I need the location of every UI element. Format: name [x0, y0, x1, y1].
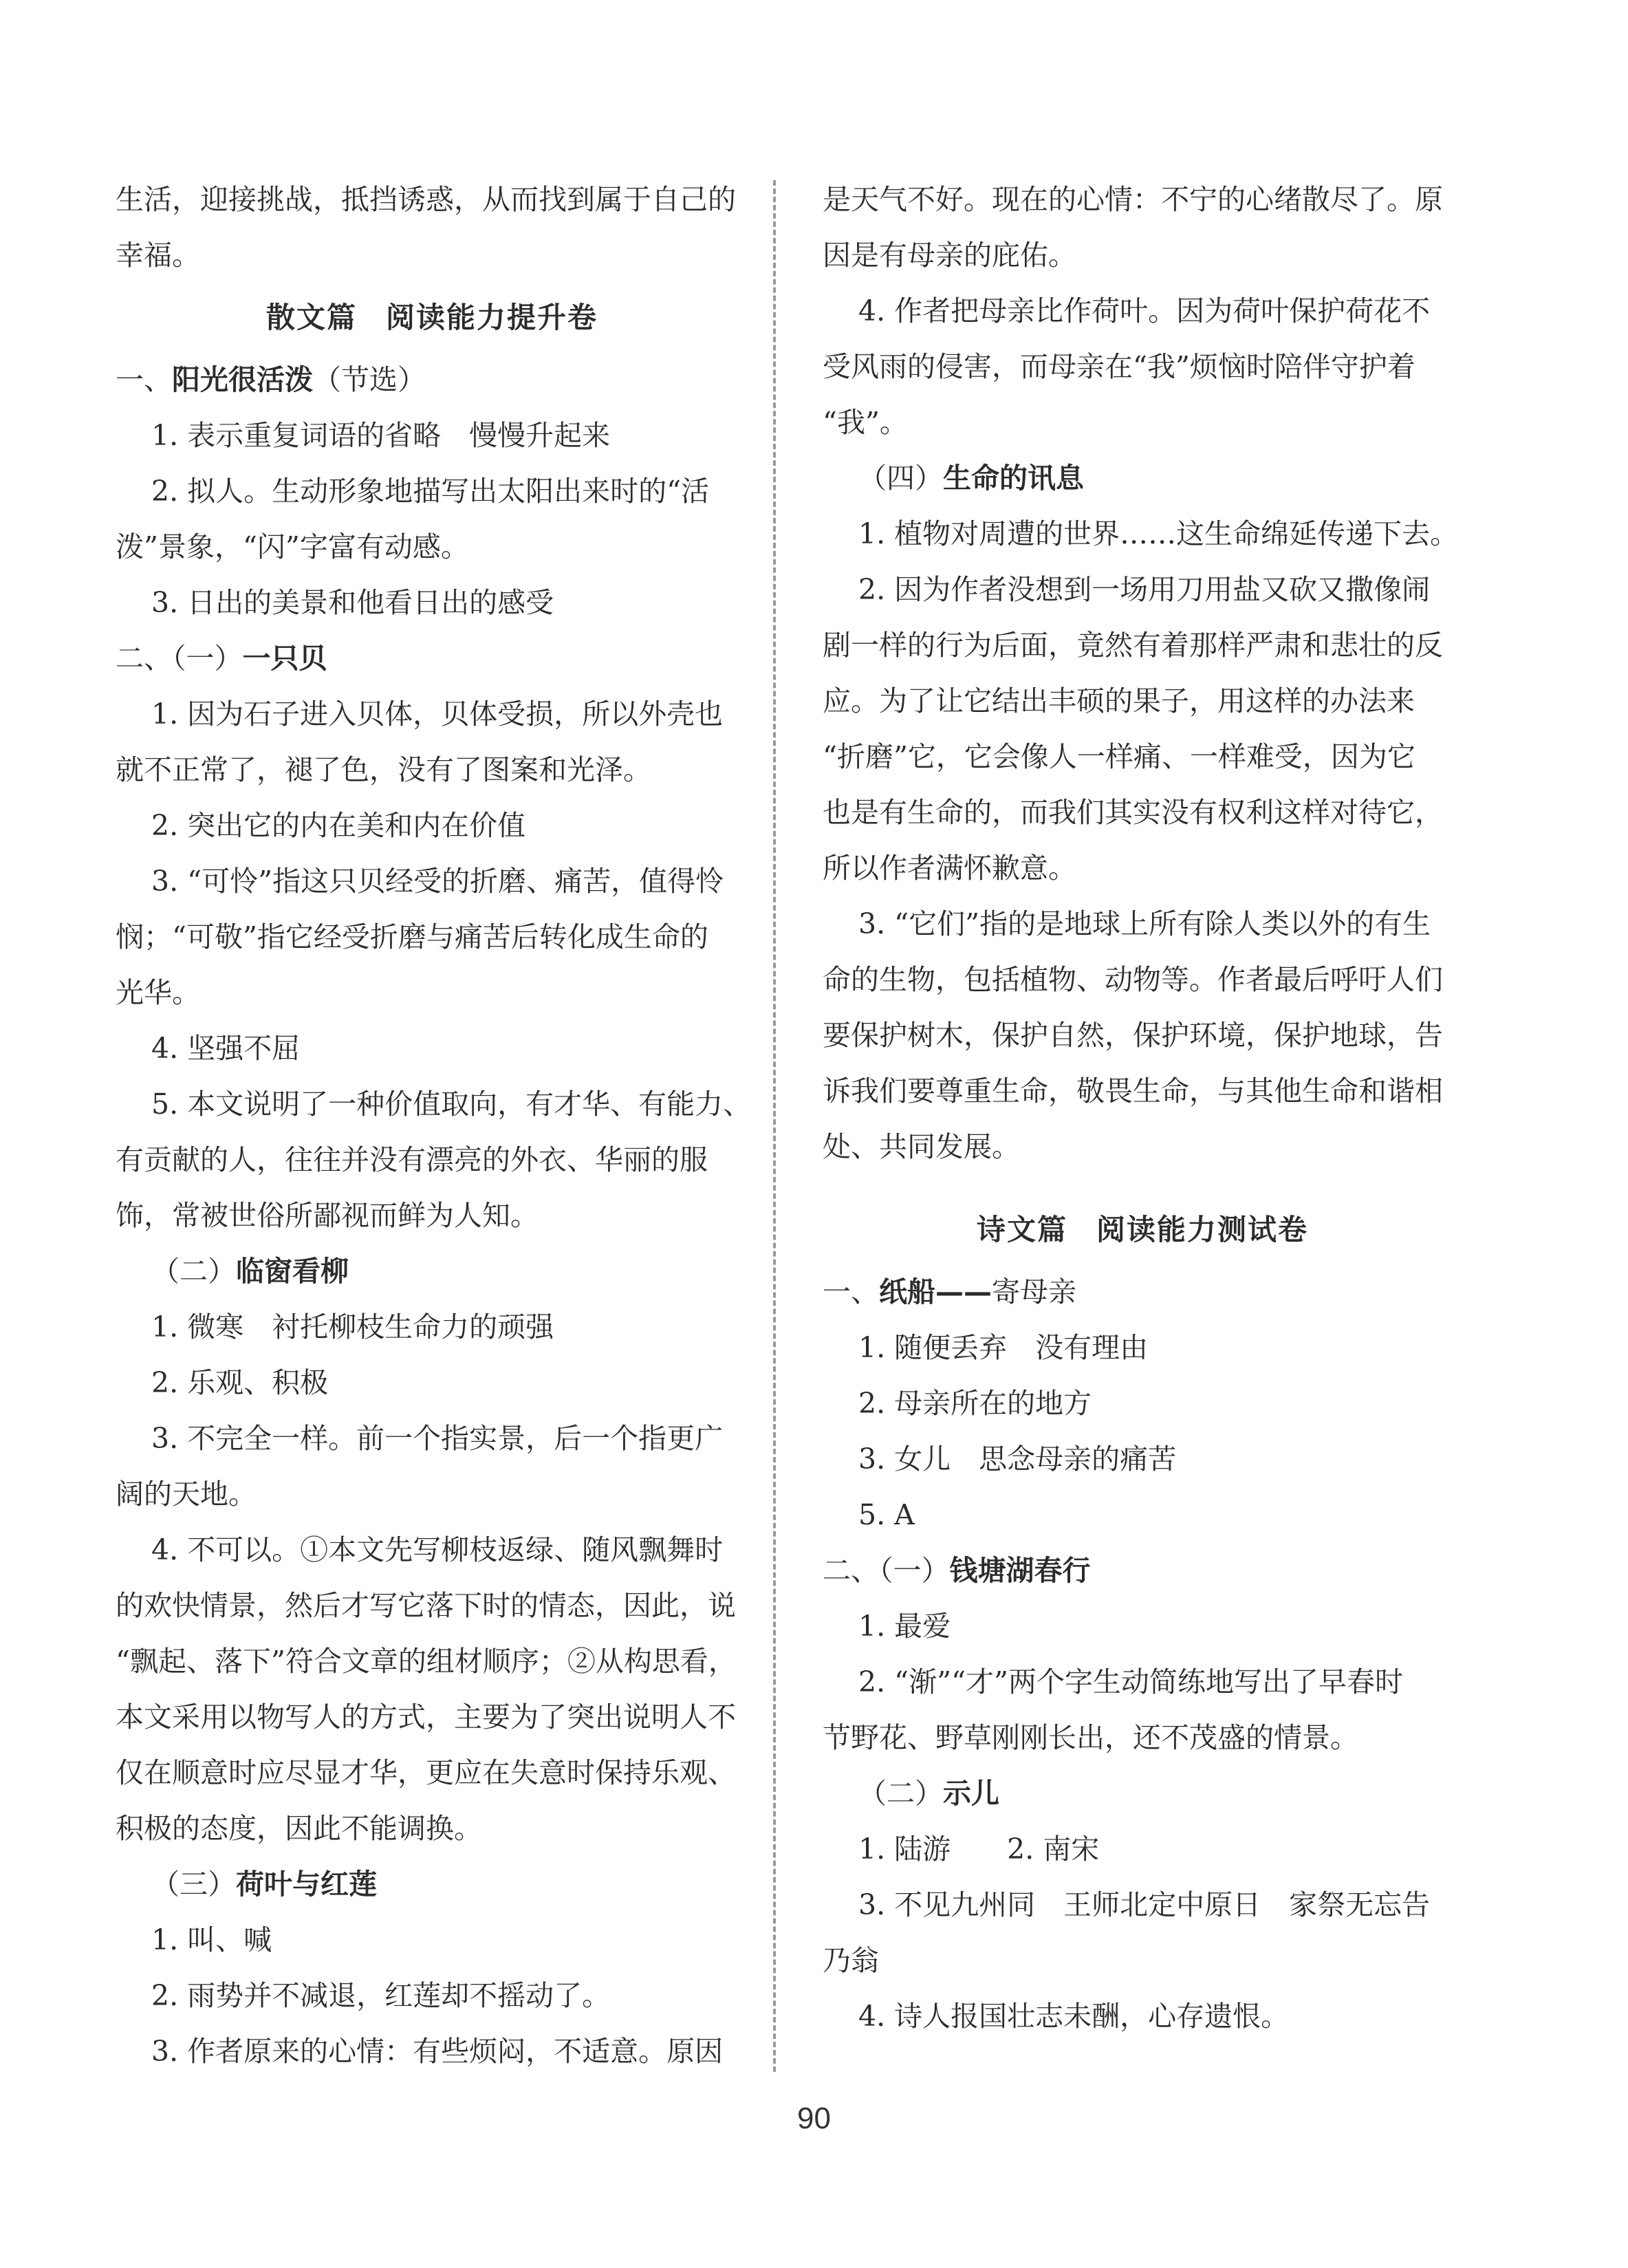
subsection-number: 一、 [116, 363, 172, 396]
answer-line: 受风雨的侵害，而母亲在“我”烦恼时陪伴守护着 [823, 350, 1415, 383]
subsection-title [823, 1543, 1462, 1599]
text-line: 生活，迎接挑战，抵挡诱惑，从而找到属于自己的 [116, 183, 736, 216]
right-column [823, 172, 1462, 2044]
answer-line: 积极的态度，因此不能调换。 [116, 1812, 482, 1845]
answer-line: 3. 女儿 思念母亲的痛苦 [858, 1443, 1177, 1476]
answer-line: 仅在顺意时应尽显才华，更应在失意时保持乐观、 [116, 1756, 736, 1789]
answer-line: 本文采用以物写人的方式，主要为了突出说明人不 [116, 1700, 736, 1734]
left-column [116, 172, 752, 2080]
subsection-name: 纸船—— [879, 1275, 992, 1308]
answer-line: 光华。 [116, 976, 200, 1009]
subsection-number: 一、 [823, 1275, 879, 1308]
answer-line: 3. 作者原来的心情：有些烦闷，不适意。原因 [151, 2035, 724, 2068]
subsection-name: 一只贝 [242, 642, 327, 675]
answer-line: 剧一样的行为后面，竟然有着那样严肃和悲壮的反 [823, 629, 1443, 662]
text-line: 因是有母亲的庇佑。 [823, 239, 1076, 272]
subsection-name: 钱塘湖春行 [949, 1554, 1091, 1587]
subsection-number: （二） [151, 1255, 236, 1288]
heading-part: 诗文篇 [976, 1213, 1067, 1246]
subsection-title [116, 1244, 748, 1299]
answer-line: 2. 突出它的内在美和内在价值 [151, 809, 526, 842]
answer-line: 的欢快情景，然后才写它落下时的情态，因此，说 [116, 1589, 736, 1622]
subsection-note: 寄母亲 [992, 1275, 1076, 1308]
answer-line: 1. 陆游 2. 南宋 [858, 1833, 1100, 1866]
answer-line: 3. “可怜”指这只贝经受的折磨、痛苦，值得怜 [151, 865, 724, 898]
subsection-title [116, 1857, 748, 1912]
answer-line: 2. “渐”“才”两个字生动简练地写出了早春时 [858, 1665, 1403, 1698]
subsection-name: 临窗看柳 [236, 1255, 349, 1288]
answer-line: 有贡献的人，往往并没有漂亮的外衣、华丽的服 [116, 1143, 708, 1176]
answer-line: 2. 乐观、积极 [151, 1366, 329, 1399]
answer-line: 就不正常了，褪了色，没有了图案和光泽。 [116, 753, 651, 786]
subsection-title [823, 1264, 1462, 1320]
answer-line: 4. 不可以。①本文先写柳枝返绿、随风飘舞时 [151, 1533, 724, 1566]
answer-line: 5. 本文说明了一种价值取向，有才华、有能力、 [151, 1088, 752, 1121]
answer-line: 3. “它们”指的是地球上所有除人类以外的有生 [858, 907, 1431, 940]
answer-line: 应。为了让它结出丰硕的果子，用这样的办法来 [823, 684, 1415, 717]
subsection-title [823, 451, 1462, 506]
text-line: 幸福。 [116, 239, 200, 272]
answer-line: 要保护树木，保护自然，保护环境，保护地球，告 [823, 1019, 1443, 1052]
answer-line: “我”。 [823, 406, 908, 439]
answer-line: 阔的天地。 [116, 1478, 257, 1511]
subsection-title [823, 1766, 1462, 1822]
answer-line: 4. 作者把母亲比作荷叶。因为荷叶保护荷花不 [858, 294, 1431, 327]
subsection-title [116, 631, 748, 687]
subsection-note: （节选） [313, 363, 426, 396]
answer-line: 1. 植物对周遭的世界……这生命绵延传递下去。 [858, 517, 1459, 550]
subsection-title [116, 352, 748, 408]
subsection-number: （四） [858, 462, 943, 495]
answer-line: 3. 不完全一样。前一个指实景，后一个指更广 [151, 1422, 724, 1455]
subsection-number: （二） [858, 1777, 943, 1810]
answer-line: 也是有生命的，而我们其实没有权利这样对待它， [823, 796, 1443, 829]
answer-line: 乃翁 [823, 1944, 879, 1977]
answer-line: 4. 坚强不屈 [151, 1032, 301, 1065]
answer-line: 处、共同发展。 [823, 1130, 1020, 1163]
column-divider [773, 180, 776, 2072]
subsection-number: （三） [151, 1868, 236, 1901]
answer-line: 3. 日出的美景和他看日出的感受 [151, 586, 554, 619]
answer-line: 2. 母亲所在的地方 [858, 1387, 1092, 1420]
answer-line: 4. 诗人报国壮志未酬，心存遗恨。 [858, 2000, 1290, 2033]
answer-line: 诉我们要尊重生命，敬畏生命，与其他生命和谐相 [823, 1074, 1443, 1108]
text-line: 是天气不好。现在的心情：不宁的心绪散尽了。原 [823, 183, 1443, 216]
answer-line: 泼”景象，“闪”字富有动感。 [116, 530, 469, 563]
answer-line: 1. 微寒 衬托柳枝生命力的顽强 [151, 1310, 554, 1343]
section-heading [116, 283, 748, 352]
answer-line: 1. 随便丢弃 没有理由 [858, 1331, 1149, 1364]
answer-line: 1. 最爱 [858, 1610, 951, 1643]
heading-part: 阅读能力测试卷 [1096, 1213, 1309, 1246]
answer-line: 所以作者满怀歉意。 [823, 852, 1076, 885]
heading-part: 散文篇 [265, 301, 357, 334]
subsection-name: 阳光很活泼 [172, 363, 313, 396]
section-heading [823, 1196, 1462, 1264]
heading-part: 阅读能力提升卷 [386, 301, 598, 334]
subsection-name: 示儿 [943, 1777, 999, 1810]
subsection-number: 二、（一） [116, 642, 243, 675]
answer-line: 5. A [858, 1498, 915, 1531]
answer-line: 3. 不见九州同 王师北定中原日 家祭无忘告 [858, 1888, 1431, 1921]
answer-line: 1. 表示重复词语的省略 慢慢升起来 [151, 419, 611, 452]
answer-line: 2. 因为作者没想到一场用刀用盐又砍又撒像闹 [858, 573, 1431, 606]
answer-line: 1. 叫、喊 [151, 1923, 272, 1956]
answer-line: 2. 拟人。生动形象地描写出太阳出来时的“活 [151, 475, 710, 508]
answer-line: 2. 雨势并不减退，红莲却不摇动了。 [151, 1979, 611, 2012]
subsection-name: 荷叶与红莲 [236, 1868, 377, 1901]
answer-line: 饰，常被世俗所鄙视而鲜为人知。 [116, 1199, 539, 1232]
answer-line: “折磨”它，它会像人一样痛、一样难受，因为它 [823, 740, 1415, 773]
answer-line: 1. 因为石子进入贝体，贝体受损，所以外壳也 [151, 698, 724, 731]
subsection-name: 生命的讯息 [943, 462, 1084, 495]
answer-line: 悯；“可敬”指它经受折磨与痛苦后转化成生命的 [116, 920, 708, 953]
answer-line: 节野花、野草刚刚长出，还不茂盛的情景。 [823, 1721, 1358, 1754]
page-number: 90 [797, 2102, 831, 2135]
subsection-number: 二、（一） [823, 1554, 950, 1587]
answer-line: “飘起、落下”符合文章的组材顺序；②从构思看， [116, 1645, 737, 1678]
answer-line: 命的生物，包括植物、动物等。作者最后呼吁人们 [823, 963, 1443, 996]
